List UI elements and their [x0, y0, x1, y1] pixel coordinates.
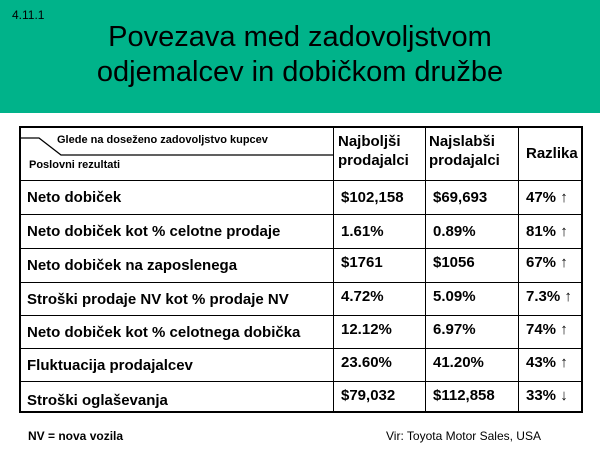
- row-divider: [21, 180, 581, 181]
- cell-difference: 47% ↑: [526, 189, 568, 206]
- cell-worst: $112,858: [433, 387, 495, 404]
- arrow-up-icon: ↑: [560, 321, 568, 338]
- cell-best: $1761: [341, 254, 383, 271]
- cell-difference: 33% ↓: [526, 387, 568, 404]
- row-label: Neto dobiček: [27, 189, 122, 206]
- cell-best: 23.60%: [341, 354, 392, 371]
- cell-difference: 74% ↑: [526, 321, 568, 338]
- cell-worst: $1056: [433, 254, 475, 271]
- corner-header-bottom: Poslovni rezultati: [29, 159, 121, 171]
- slide-title-line-1: Povezava med zadovoljstvom: [108, 21, 492, 53]
- arrow-up-icon: ↑: [564, 288, 572, 305]
- arrow-up-icon: ↑: [560, 223, 568, 240]
- row-divider: [21, 214, 581, 215]
- arrow-up-icon: ↑: [560, 354, 568, 371]
- column-divider: [333, 128, 334, 411]
- column-header-best: Najboljši prodajalci: [338, 133, 409, 169]
- cell-difference: 67% ↑: [526, 254, 568, 271]
- cell-worst: 6.97%: [433, 321, 476, 338]
- row-label: Neto dobiček kot % celotnega dobička: [27, 324, 301, 341]
- arrow-down-icon: ↓: [560, 387, 568, 404]
- arrow-up-icon: ↑: [560, 189, 568, 206]
- cell-worst: 5.09%: [433, 288, 476, 305]
- abbreviation-note: NV = nova vozila: [28, 429, 124, 443]
- cell-best: 12.12%: [341, 321, 392, 338]
- row-divider: [21, 282, 581, 283]
- cell-best: $102,158: [341, 189, 404, 206]
- row-divider: [21, 348, 581, 349]
- arrow-up-icon: ↑: [560, 254, 568, 271]
- cell-best: 4.72%: [341, 288, 384, 305]
- source-note: Vir: Toyota Motor Sales, USA: [386, 429, 541, 443]
- slide-title-line-2: odjemalcev in dobičkom družbe: [96, 56, 504, 88]
- cell-best: 1.61%: [341, 223, 384, 240]
- column-header-difference: Razlika: [526, 145, 578, 162]
- cell-worst: 0.89%: [433, 223, 476, 240]
- title-banner: [0, 0, 600, 113]
- cell-best: $79,032: [341, 387, 396, 404]
- corner-header-top: Glede na doseženo zadovoljstvo kupcev: [57, 134, 268, 146]
- column-divider: [425, 128, 426, 411]
- results-table: [19, 126, 583, 413]
- cell-difference: 7.3% ↑: [526, 288, 572, 305]
- column-divider: [518, 128, 519, 411]
- row-label: Stroški oglaševanja: [27, 392, 168, 409]
- slide-title: [40, 20, 560, 90]
- cell-worst: $69,693: [433, 189, 488, 206]
- row-divider: [21, 248, 581, 249]
- row-label: Stroški prodaje NV kot % prodaje NV: [27, 291, 289, 308]
- cell-difference: 43% ↑: [526, 354, 568, 371]
- row-label: Neto dobiček na zaposlenega: [27, 257, 238, 274]
- cell-worst: 41.20%: [433, 354, 484, 371]
- row-label: Fluktuacija prodajalcev: [27, 357, 193, 374]
- row-divider: [21, 315, 581, 316]
- slide-number: 4.11.1: [12, 8, 45, 22]
- row-label: Neto dobiček kot % celotne prodaje: [27, 223, 281, 240]
- column-header-worst: Najslabši prodajalci: [429, 133, 500, 169]
- row-divider: [21, 381, 581, 382]
- cell-difference: 81% ↑: [526, 223, 568, 240]
